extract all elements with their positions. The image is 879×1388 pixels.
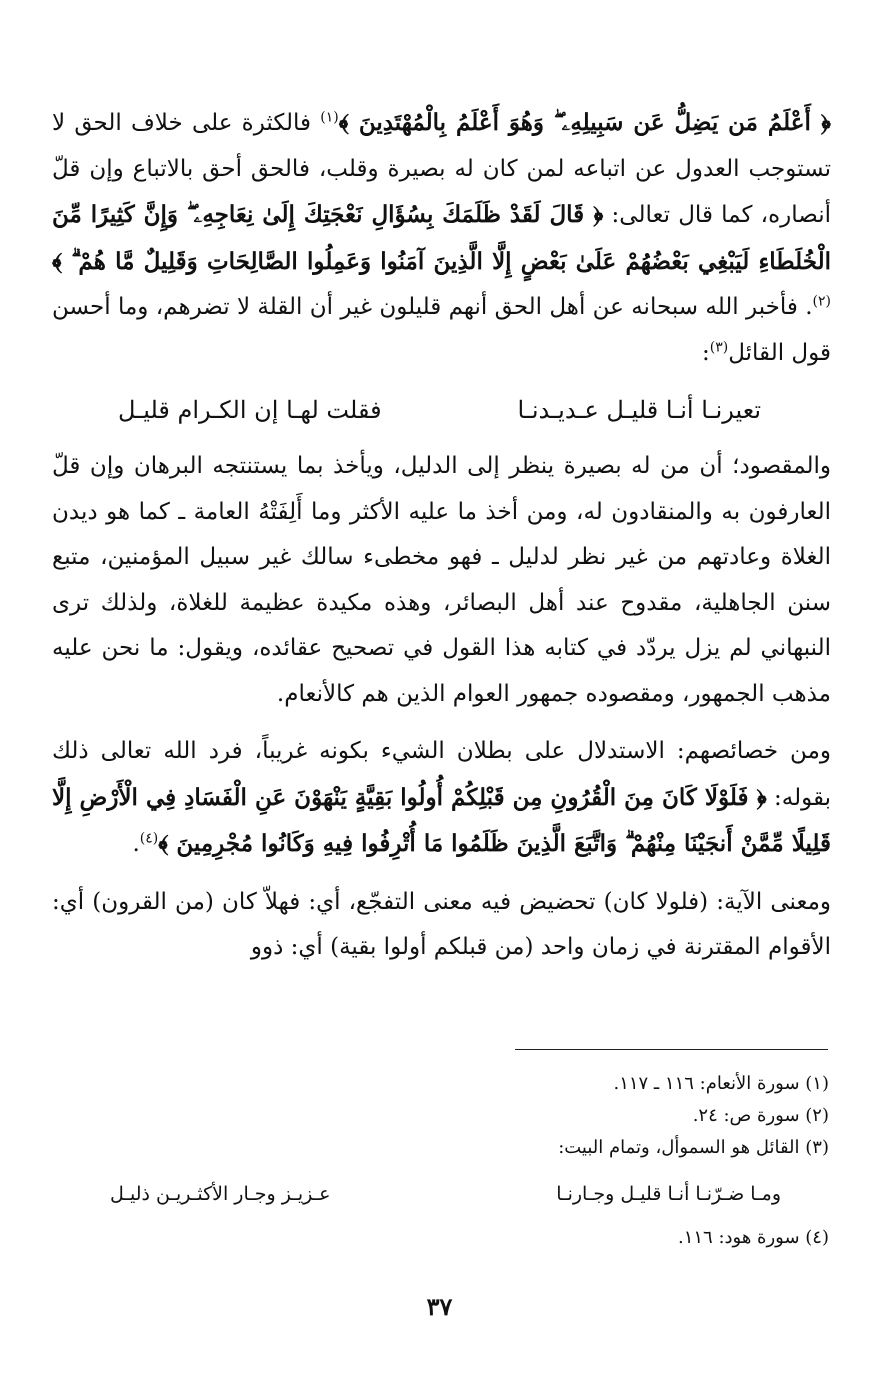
footnote-ref-4: (٤) xyxy=(139,830,159,847)
quran-verse-2: ﴿ قَالَ لَقَدْ ظَلَمَكَ بِسُؤَالِ نَعْجَتِكَ إِلَىٰ نِعَاجِهِۦ ۖ وَإِنَّ كَثِيرًا مِّنَ الْخُلَطَاءِ لَيَبْغِي بَعْضُهُمْ عَلَىٰ بَعْضٍ إِلَّا الَّذِينَ آمَنُوا وَعَمِلُوا الصَّالِحَاتِ وَقَلِيلٌ مَّا هُمْ ۗ ﴾ xyxy=(52,201,831,275)
poem-verse xyxy=(52,390,831,430)
main-text xyxy=(52,100,831,971)
paragraph-gap xyxy=(52,868,831,880)
paragraph-3 xyxy=(52,729,831,868)
footnote-4: (٤) سورة هود: ١١٦. xyxy=(677,1227,829,1248)
footnote-2: (٢) سورة ص: ٢٤. xyxy=(692,1105,829,1126)
footnotes xyxy=(110,1068,829,1254)
poem-second-hemistich: فقلت لهـا إن الكـرام قليـل xyxy=(118,396,382,424)
paragraph-1-text-c: : xyxy=(702,339,710,366)
paragraph-1-text-b: . فأخبر الله سبحانه عن أهل الحق أنهم قليلون غير أن القلة لا تضرهم، وما أحسن قول القائل xyxy=(52,294,831,366)
quran-verse-3: ﴿ فَلَوْلَا كَانَ مِنَ الْقُرُونِ مِن قَبْلِكُمْ أُولُوا بَقِيَّةٍ يَنْهَوْنَ عَنِ الْفَسَادِ فِي الْأَرْضِ إِلَّا قَلِيلًا مِّمَّنْ أَنجَيْنَا مِنْهُمْ ۗ وَاتَّبَعَ الَّذِينَ ظَلَمُوا مَا أُتْرِفُوا فِيهِ وَكَانُوا مُجْرِمِينَ ﴾ xyxy=(52,783,831,857)
page-number: ٣٧ xyxy=(426,1292,453,1321)
paragraph-gap xyxy=(52,717,831,729)
footnote-1: (١) سورة الأنعام: ١١٦ ـ ١١٧. xyxy=(613,1073,829,1094)
paragraph-3-text-b: . xyxy=(132,831,140,857)
footnote-poem-first: ومـا ضـرّنـا أنـا قليـل وجـارنـا xyxy=(556,1183,781,1205)
footnote-poem xyxy=(110,1178,829,1210)
poem-first-hemistich: تعيرنـا أنـا قليـل عـديـدنـا xyxy=(517,396,761,424)
paragraph-1-text-a: فالكثرة على خلاف الحق لا تستوجب العدول عن اتباعه لمن كان له بصيرة وقلب، فالحق أحق بالاتباع وإن قلّ أنصاره، كما قال تعالى: xyxy=(52,110,831,228)
footnote-poem-second: عـزيـز وجـار الأكثـريـن ذليـل xyxy=(110,1183,331,1205)
quran-verse-1: ﴿ أَعْلَمُ مَن يَضِلُّ عَن سَبِيلِهِۦ ۖ وَهُوَ أَعْلَمُ بِالْمُهْتَدِينَ ﴾ xyxy=(338,109,831,136)
paragraph-1 xyxy=(52,100,831,376)
footnote-ref-3: (٣) xyxy=(709,338,729,355)
paragraph-3-text-a: ومن خصائصهم: الاستدلال على بطلان الشيء بكونه غريباً، فرد الله تعالى ذلك بقوله: xyxy=(52,738,831,811)
footnote-ref-1: (١) xyxy=(320,109,339,126)
footnote-3: (٣) القائل هو السموأل، وتمام البيت: xyxy=(558,1137,829,1158)
paragraph-4: ومعنى الآية: (فلولا كان) تحضيض فيه معنى التفجّع، أي: فهلاّ كان (من القرون) أي: الأقوام المقترنة في زمان واحد (من قبلكم أولوا بقية) أي: ذوو xyxy=(52,888,831,960)
paragraph-2: والمقصود؛ أن من له بصيرة ينظر إلى الدليل، ويأخذ بما يستنتجه البرهان وإن قلّ العارفون به والمنقادون له، ومن أخذ ما عليه الأكثر وما أَلِفَتْهُ العامة ـ كما هو ديدن الغلاة وعادتهم من غير نظر لدليل ـ فهو مخطىء سالك غير سبيل المؤمنين، متبع سنن الجاهلية، مقدوح عند أهل البصائر، وهذه مكيدة عظيمة للغلاة، ولذلك ترى النبهاني لم يزل يردّد في كتابه هذا القول في تصحيح عقائده، ويقول: ما نحن عليه مذهب الجمهور، ومقصوده جمهور العوام الذين هم كالأنعام. xyxy=(52,453,831,707)
footnote-divider xyxy=(515,1049,828,1050)
footnote-ref-2: (٢) xyxy=(812,293,831,310)
